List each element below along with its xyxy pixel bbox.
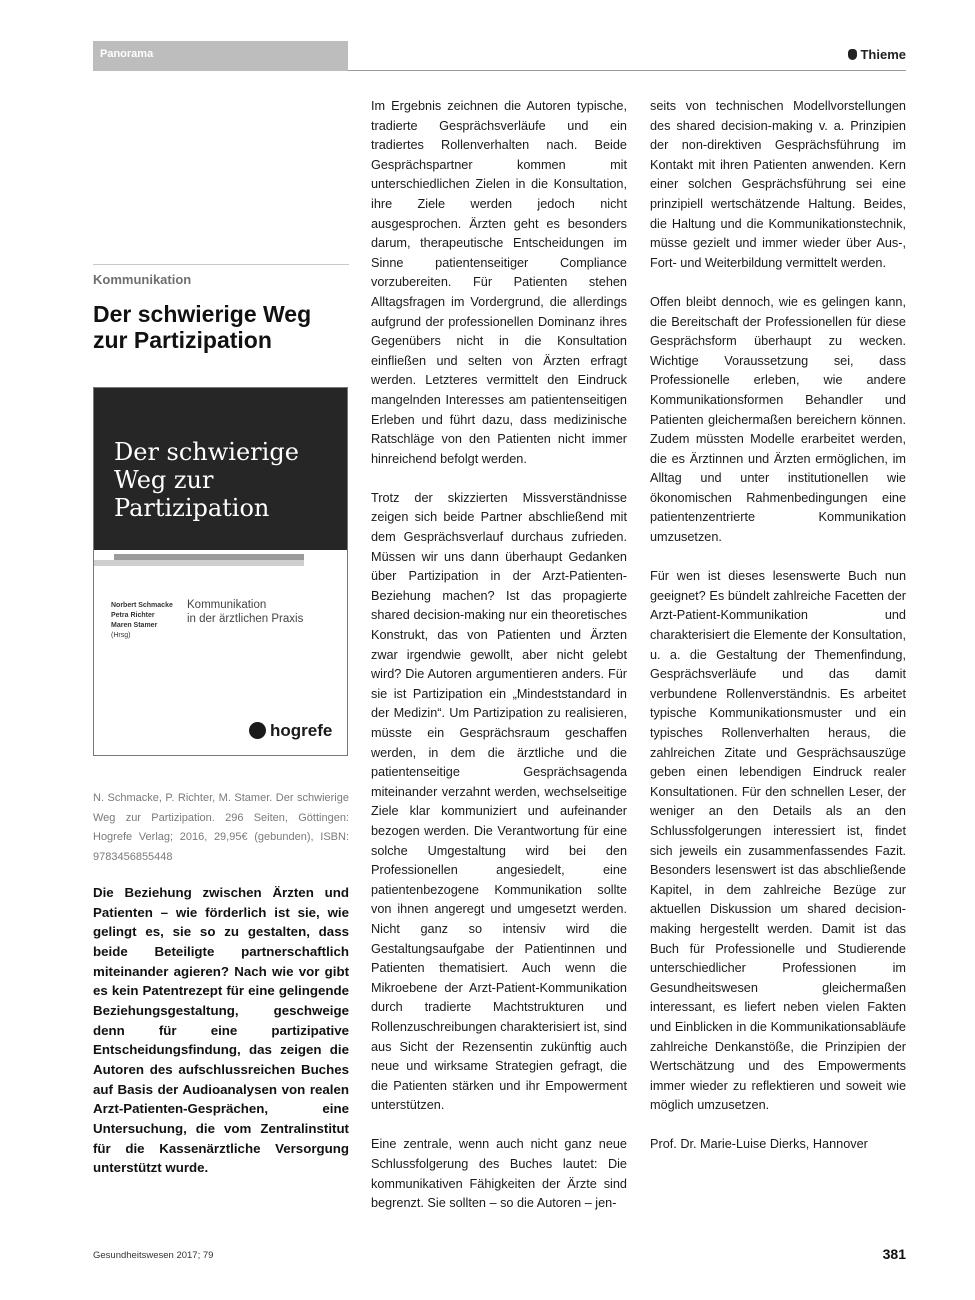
section-header-label: Panorama — [100, 48, 154, 60]
footer-journal-citation: Gesundheitswesen 2017; 79 — [93, 1250, 214, 1261]
cover-title: Der schwierige Weg zur Partizipation — [114, 438, 299, 522]
body-paragraph: Offen bleibt dennoch, wie es gelingen kann, die Bereitschaft der Professionellen für diese Gesprächsform überhaupt zu wecken. Wichtige Voraussetzung sei, dass Professionelle erleben, wie andere Kommunikationsformen Behandler und Patienten gleichermaßen bereichern können. Zudem müssten Modelle erarbeitet werden, die es Ärztinnen und Ärzten ermöglichen, im Alltag und unter institutionellen wie ökonomischen Rahmenbedingungen eine patientenzentrierte Kommunikation umzusetzen. — [650, 294, 906, 545]
cover-editor-note: (Hrsg) — [111, 632, 131, 639]
book-reference: N. Schmacke, P. Richter, M. Stamer. Der schwierige Weg zur Partizipation. 296 Seiten, Göttingen: Hogrefe Verlag; 2016, 29,95€ (gebunden), ISBN: 9783456855448 — [93, 792, 349, 863]
page-number: 381 — [882, 1246, 906, 1262]
body-paragraph: Für wen ist dieses lesenswerte Buch nun geeignet? Es bündelt zahlreiche Facetten der Arzt-Patient-Kommunikation und charakterisiert die Elemente der Konsultation, u. a. die Gestaltung der Themenfindung, Gesprächsverläufe und das damit verbundene Rollenverständnis. Es arbeitet typische Kommunikationsmuster und ein typisches Rollenverhalten heraus, die zahlreichen Zitate und Gesprächsauszüge geben einen lebendigen Eindruck realer Konsultationen. Für den schnellen Leser, der weniger an den Details als an den Schlussfolgerungen interessiert ist, findet sich jeweils ein zusammenfassendes Fazit. Besonders lesenswert ist das abschließende Kapitel, in dem zahlreiche Bezüge zur aktuellen Diskussion um shared decision-making hergestellt werden. Damit ist das Buch für Professionelle und Studierende unterschiedlicher Professionen im Gesundheitswesen gleichermaßen interessant, es liefert neben vielen Fakten und Einblicken in die Kommunikationsabläufe zahlreiche Denkanstöße, die Prinzipien der Wertschätzung und des Empowerments immer wieder zu reflektieren und soweit wie möglich umzusetzen. — [650, 569, 906, 1113]
cover-publisher-name: hogrefe — [270, 721, 333, 740]
lead-paragraph: Die Beziehung zwischen Ärzten und Patienten – wie förderlich ist sie, wie gelingt es, sie so zu gestalten, dass beide Beteiligte partnerschaftlich miteinander agieren? Nach wie vor gibt es kein Patentrezept für eine gelingende Beziehungsgestaltung, geschweige denn für eine partizipative Entscheidungsfindung, das zeigen die Autoren des aufschlussreichen Buches auf Basis der Audioanalysen von realen Arzt-Patienten-Gesprächen, eine Untersuchung, die vom Zentralinstitut für die Kassenärztliche Versorgung unterstützt wurde. — [93, 885, 349, 1176]
article-title: Der schwierige Weg zur Partizipation — [93, 301, 312, 353]
body-column-right — [650, 97, 906, 1175]
body-column-middle — [371, 97, 627, 1233]
cover-subtitle — [187, 598, 303, 626]
cover-stripe-light — [94, 560, 304, 566]
body-paragraph: seits von technischen Modellvorstellungen des shared decision-making v. a. Prinzipien der non-direktiven Gesprächsführung im Kontakt mit ihren Patienten anwenden. Kern einer solchen Gesprächsführung sei eine prinzipiell wertschätzende Haltung. Beides, die Haltung und die Kommunikationstechnik, müsse gezielt und immer wieder über Aus-, Fort- und Weiterbildung vermittelt werden. — [650, 99, 906, 270]
cover-author: Maren Stamer — [111, 622, 158, 629]
reviewer-signature: Prof. Dr. Marie-Luise Dierks, Hannover — [650, 1137, 868, 1152]
cover-stripe — [114, 554, 304, 560]
thieme-logo-icon — [848, 49, 857, 60]
cover-author: Norbert Schmacke — [111, 602, 173, 609]
publisher-name: Thieme — [860, 47, 906, 62]
body-paragraph: Im Ergebnis zeichnen die Autoren typische, tradierte Gesprächsverläufe und ein tradiertes Rollenverhalten nach. Beide Gesprächspartner kommen mit unterschiedlichen Zielen in die Konsultation, ihre Ziele werden jedoch nicht ausgesprochen. Ärzten geht es besonders darum, therapeutische Entscheidungen im Sinne patientenseitiger Compliance vorzubereiten. Für Patienten stehen Alltagsfragen im Vordergrund, die allerdings aufgrund der professionellen Dominanz ihres Gegenübers nicht in die Konsultation einfließen und selten von Ärzten erfragt werden. Letzteres vermittelt den Eindruck mangelnden Interesses am patientenseitigen Erleben und führt dazu, dass medizinische Ratschläge von den Patienten nicht immer hinreichend befolgt werden. — [371, 99, 627, 466]
cover-publisher — [249, 721, 332, 741]
section-label: Kommunikation — [93, 272, 192, 287]
cover-subtitle-line: Kommunikation — [187, 599, 267, 611]
cover-author: Petra Richter — [111, 612, 155, 619]
book-cover — [93, 387, 348, 756]
hogrefe-logo-icon — [249, 722, 266, 739]
article-heading — [93, 264, 349, 353]
body-paragraph: Trotz der skizzierten Missverständnisse zeigen sich beide Partner abschließend mit dem Gesprächsverlauf durchaus zufrieden. Müssen wir uns dann überhaupt Gedanken über Partizipation in der Arzt-Patienten-Beziehung machen? Ist das propagierte shared decision-making nur ein theoretisches Konstrukt, das von Patienten und Ärzten zwar irgendwie gewollt, aber nicht gelebt wird? Die Autoren argumentieren anders. Für sie ist Partizipation ein „Mindeststandard in der Medizin“. Um Partizipation zu realisieren, müsste ein Gesprächsraum geschaffen werden, in dem die ärztliche und die patientenseitige Gesprächsagenda miteinander verzahnt werden, wechselseitige Ziele klar kommuniziert und aufeinander bezogen werden. Die Verantwortung für eine solche Umgestaltung wird bei den Professionellen angesiedelt, eine patientenbezogene Kommunikation sollte von ihnen angeregt und umgesetzt werden. Nicht ganz so intensiv wird die Gestaltungsaufgabe der Patientinnen und Patienten thematisiert. Auch wenn die Mikroebene der Arzt-Patient-Kommunikation durch tradierte Machtstrukturen und Rollenzuschreibungen charakterisiert ist, sind aus Sicht der Rezensentin zukünftig auch neue und wirksame Strategien gefragt, die die Patienten stärken und ihr Empowerment unterstützen. — [371, 490, 627, 1113]
publisher-logo — [848, 47, 906, 62]
body-paragraph: Eine zentrale, wenn auch nicht ganz neue Schlussfolgerung des Buches lautet: Die kommunikativen Fähigkeiten der Ärzte sind begrenzt. Sie sollten – so die Autoren – jen- — [371, 1137, 627, 1211]
cover-authors — [111, 601, 173, 641]
cover-subtitle-line: in der ärztlichen Praxis — [187, 613, 304, 625]
section-rule — [93, 264, 349, 265]
header-rule — [348, 70, 906, 71]
